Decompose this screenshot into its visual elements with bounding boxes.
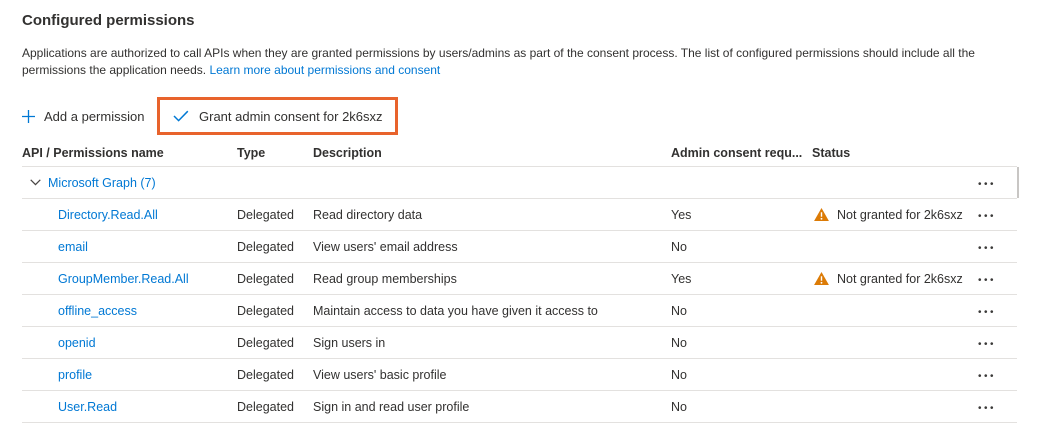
permission-type: Delegated	[237, 303, 294, 318]
permission-row	[22, 359, 1017, 391]
permission-description: Sign in and read user profile	[313, 399, 470, 414]
status-cell	[812, 400, 977, 413]
header-type: Type	[237, 146, 266, 160]
status-cell	[812, 240, 977, 253]
warning-icon	[814, 272, 829, 285]
status-cell	[812, 272, 977, 286]
warning-icon	[814, 208, 829, 221]
permission-description: Read directory data	[313, 207, 423, 222]
permission-name-link[interactable]: email	[58, 239, 88, 254]
scrollbar-thumb[interactable]	[1017, 167, 1019, 198]
row-menu-button[interactable]: •••	[978, 338, 997, 350]
header-description: Description	[313, 146, 382, 160]
header-api-name: API / Permissions name	[22, 146, 164, 160]
add-permission-button[interactable]	[22, 104, 144, 128]
page-title: Configured permissions	[22, 12, 195, 29]
row-menu-button[interactable]: •••	[978, 178, 997, 190]
row-menu-button[interactable]: •••	[978, 370, 997, 382]
header-status: Status	[812, 146, 851, 160]
permission-row	[22, 263, 1017, 295]
grant-admin-consent-button[interactable]	[173, 109, 383, 124]
description-text: Applications are authorized to call APIs when they are granted permissions by users/admins as part of the consent process. The list of configured permissions should include all the permissions the application needs.	[22, 46, 975, 77]
status-cell	[812, 208, 977, 222]
row-menu-button[interactable]: •••	[978, 274, 997, 286]
permission-name-link[interactable]: offline_access	[58, 303, 137, 318]
admin-consent-required-value: No	[671, 303, 687, 318]
permission-row	[22, 327, 1017, 359]
admin-consent-required-value: No	[671, 335, 687, 350]
admin-consent-required-value: No	[671, 367, 687, 382]
status-text: Not granted for 2k6sxz	[837, 207, 963, 222]
permission-type: Delegated	[237, 335, 294, 350]
check-icon	[173, 110, 189, 122]
permission-description: View users' basic profile	[313, 367, 447, 382]
permission-name-link[interactable]: profile	[58, 367, 93, 382]
permission-type: Delegated	[237, 239, 294, 254]
permission-row	[22, 295, 1017, 327]
permission-row	[22, 391, 1017, 423]
table-header-row	[22, 140, 1017, 167]
permission-type: Delegated	[237, 207, 294, 222]
permission-type: Delegated	[237, 399, 294, 414]
annotation-highlight-box	[157, 97, 398, 135]
status-cell	[812, 336, 977, 349]
row-menu-button[interactable]: •••	[978, 210, 997, 222]
permission-name-link[interactable]: openid	[58, 335, 96, 350]
api-group-row[interactable]	[22, 167, 1017, 199]
learn-more-link[interactable]: Learn more about permissions and consent	[209, 63, 441, 77]
section-description	[22, 45, 1042, 79]
permission-type: Delegated	[237, 367, 294, 382]
permission-type: Delegated	[237, 271, 294, 286]
status-cell	[812, 368, 977, 381]
status-text: Not granted for 2k6sxz	[837, 271, 963, 286]
admin-consent-required-value: Yes	[671, 207, 692, 222]
row-menu-button[interactable]: •••	[978, 402, 997, 414]
permission-description: Maintain access to data you have given it access to	[313, 303, 598, 318]
permission-name-link[interactable]: Directory.Read.All	[58, 207, 158, 222]
chevron-down-icon[interactable]	[30, 179, 41, 186]
row-menu-button[interactable]: •••	[978, 306, 997, 318]
table-body	[22, 199, 1017, 423]
header-admin-consent: Admin consent requ...	[671, 146, 803, 160]
permission-name-link[interactable]: User.Read	[58, 399, 118, 414]
permission-description: Read group memberships	[313, 271, 457, 286]
permission-name-link[interactable]: GroupMember.Read.All	[58, 271, 189, 286]
permission-description: Sign users in	[313, 335, 386, 350]
plus-icon	[22, 110, 35, 123]
permission-row	[22, 231, 1017, 263]
admin-consent-required-value: Yes	[671, 271, 692, 286]
row-menu-button[interactable]: •••	[978, 242, 997, 254]
grant-admin-consent-label: Grant admin consent for 2k6sxz	[199, 108, 383, 124]
admin-consent-required-value: No	[671, 399, 687, 414]
permission-description: View users' email address	[313, 239, 458, 254]
permission-row	[22, 199, 1017, 231]
admin-consent-required-value: No	[671, 239, 687, 254]
add-permission-label: Add a permission	[44, 108, 145, 124]
permissions-table	[22, 140, 1017, 423]
status-cell	[812, 304, 977, 317]
api-group-link[interactable]: Microsoft Graph (7)	[48, 175, 156, 190]
